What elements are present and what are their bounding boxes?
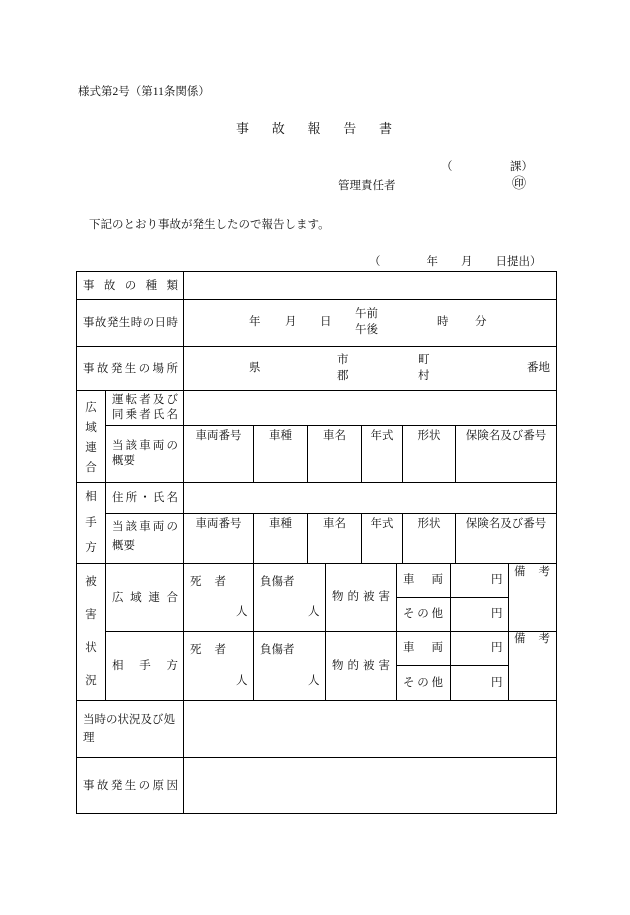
label-character: 氏 [152, 492, 165, 504]
label-character: 両 [431, 642, 443, 654]
label-character: の [138, 362, 151, 375]
union-side-group-cell [76, 390, 106, 483]
label-character: 時 [130, 317, 143, 329]
accident-type-label-cell [76, 271, 184, 300]
damage-union-vehicle-cell [396, 563, 451, 598]
label-character: 考 [538, 633, 550, 645]
other-vehicle-number-cell: 車両番号 [183, 513, 254, 564]
deaths-label [190, 643, 226, 657]
other-vehicle-shape-cell: 形状 [402, 513, 456, 564]
label-character: 的 [347, 591, 359, 603]
am-option: 午前 [355, 308, 378, 320]
label-character: 者 [139, 394, 151, 406]
label-character: 当 [112, 440, 124, 452]
occurred-at-label [83, 316, 178, 330]
label-character: 故 [96, 779, 109, 792]
damage-union-label-cell [105, 563, 184, 632]
label-character: 被 [363, 660, 375, 672]
label-character: 報 [307, 121, 321, 136]
other-vehicle-insurance-cell: 保険名及び番号 [455, 513, 557, 564]
label-character: 合 [166, 591, 178, 604]
label-character: 連 [148, 591, 160, 604]
location-label [83, 362, 178, 376]
label-character: 広 [85, 402, 97, 414]
damage-union-deaths-cell [183, 563, 254, 632]
union-vehicle-year-cell: 年式 [361, 425, 403, 483]
submission-date: （ 年 月 日提出） [369, 256, 542, 268]
label-character: び [166, 394, 178, 406]
other-vehicle-label-line1 [112, 518, 178, 537]
label-character: 生 [124, 779, 137, 792]
label-character: 発 [106, 317, 119, 329]
cause-label [83, 779, 178, 793]
label-character: 同 [112, 409, 124, 421]
remarks-label [514, 565, 550, 579]
label-character: 書 [378, 121, 392, 136]
label-character: の [166, 521, 178, 533]
label-character: 事 [236, 121, 250, 136]
label-character: 車 [403, 642, 415, 654]
minute-unit: 分 [475, 316, 487, 328]
damage-other-injured-cell [253, 631, 326, 701]
other-side-label [77, 490, 105, 555]
label-character: 者 [214, 644, 226, 656]
label-character: 両 [152, 521, 165, 533]
damage-group-cell [76, 563, 106, 701]
label-character: 備 [514, 633, 526, 645]
label-character: 該 [125, 440, 138, 452]
label-character: 域 [85, 422, 97, 434]
damage-other-remarks-cell [508, 631, 557, 701]
label-character: 相 [85, 491, 97, 503]
label-character: 名 [166, 409, 178, 421]
label-character: 氏 [152, 409, 165, 421]
village-unit: 村 [418, 370, 430, 382]
damage-union-remarks-cell [508, 563, 557, 632]
property-damage-label [332, 659, 390, 673]
vehicle-damage-label [403, 641, 443, 655]
label-character: 相 [112, 660, 124, 672]
yen-unit: 円 [491, 642, 503, 654]
label-character: 死 [190, 644, 202, 656]
union-persons-value-cell [183, 390, 557, 426]
damage-union-other-cell [396, 597, 451, 632]
other-vehicle-label-line2: 概要 [112, 540, 135, 552]
label-character: 名 [166, 492, 178, 504]
label-character: 事 [83, 779, 95, 792]
union-persons-label-line1 [112, 393, 178, 408]
label-character: 他 [431, 608, 443, 620]
other-persons-value-cell [183, 482, 557, 514]
label-character: 故 [94, 317, 107, 329]
label-character: 者 [139, 409, 151, 421]
remarks-label [514, 632, 550, 646]
damage-other-label-cell [105, 631, 184, 701]
label-character: 故 [271, 121, 285, 136]
label-character: 故 [103, 279, 116, 292]
hour-unit: 時 [437, 316, 449, 328]
county-unit: 郡 [337, 370, 349, 382]
damage-union-injured-cell [253, 563, 326, 632]
label-character: 事 [83, 362, 95, 375]
label-character: 告 [343, 121, 357, 136]
damage-other-vehicle-cell [396, 631, 451, 666]
label-character: 故 [96, 362, 109, 375]
union-vehicle-name-cell: 車名 [307, 425, 362, 483]
label-character: 場 [152, 362, 165, 375]
person-unit: 人 [236, 675, 248, 687]
union-persons-label-line2 [112, 408, 178, 423]
yen-unit: 円 [491, 608, 503, 620]
union-vehicle-insurance-cell: 保険名及び番号 [455, 425, 557, 483]
damage-other-vehicle-amount-cell [450, 631, 509, 666]
town-unit: 町 [418, 354, 430, 366]
label-character: 考 [538, 566, 550, 578]
city-unit: 市 [337, 354, 349, 366]
label-character: の [124, 279, 137, 292]
label-character: 種 [145, 279, 158, 292]
label-character: 手 [139, 660, 151, 672]
label-character: 生 [124, 362, 137, 375]
label-character: ・ [139, 492, 151, 504]
label-character: 物 [332, 591, 344, 603]
damage-union-label [112, 591, 178, 605]
other-damage-label [403, 607, 443, 621]
prefecture-unit: 県 [249, 362, 261, 374]
person-unit: 人 [308, 606, 320, 618]
location-value-cell [183, 346, 557, 391]
label-character: 日 [154, 317, 167, 329]
damage-union-vehicle-amount-cell [450, 563, 509, 598]
pm-option: 午後 [355, 324, 378, 336]
label-character: 域 [130, 591, 142, 604]
label-character: 当 [112, 521, 124, 533]
label-character: 死 [190, 576, 202, 588]
union-side-label [77, 401, 105, 475]
label-character: そ [403, 677, 415, 689]
label-character: 運 [112, 394, 124, 406]
other-vehicle-type-cell: 車種 [253, 513, 308, 564]
deaths-label [190, 575, 226, 589]
label-character: 車 [403, 574, 415, 586]
report-statement: 下記のとおり事故が発生したので報告します。 [89, 219, 330, 231]
label-character: 被 [363, 591, 375, 603]
label-character: 広 [112, 591, 124, 604]
label-character: 者 [214, 576, 226, 588]
label-character: 害 [378, 591, 390, 603]
label-character: 両 [152, 440, 165, 452]
other-vehicle-label-cell [105, 513, 184, 564]
label-character: 事 [83, 317, 95, 329]
union-vehicle-label-cell [105, 425, 184, 483]
property-damage-label [332, 590, 390, 604]
union-vehicle-number-cell: 車両番号 [183, 425, 254, 483]
union-vehicle-label-line2: 概要 [112, 455, 135, 467]
label-character: 該 [125, 521, 138, 533]
label-character: の [142, 317, 155, 329]
label-character: 所 [166, 362, 178, 375]
label-character: 発 [110, 362, 123, 375]
label-character: 合 [85, 462, 97, 474]
manager-label: 管理責任者 [338, 180, 396, 192]
other-vehicle-year-cell: 年式 [361, 513, 403, 564]
cause-value-cell [183, 757, 557, 814]
person-unit: 人 [236, 606, 248, 618]
union-vehicle-type-cell: 車種 [253, 425, 308, 483]
accident-type-label [83, 279, 178, 293]
occurred-at-value-cell [183, 299, 557, 347]
label-character: 所 [125, 492, 138, 504]
address-number-unit: 番地 [527, 362, 550, 374]
union-persons-label-cell [105, 390, 184, 426]
label-character: の [138, 779, 151, 792]
damage-other-deaths-cell [183, 631, 254, 701]
label-character: の [166, 440, 178, 452]
vehicle-damage-label [403, 573, 443, 587]
damage-label [77, 575, 105, 688]
label-character: 連 [85, 442, 97, 454]
other-persons-label [112, 491, 178, 505]
label-character: 害 [378, 660, 390, 672]
label-character: 的 [347, 660, 359, 672]
label-character: 被 [85, 576, 97, 588]
other-vehicle-name-cell: 車名 [307, 513, 362, 564]
label-character: 両 [431, 574, 443, 586]
other-damage-label [403, 676, 443, 690]
label-character: 状 [85, 642, 97, 654]
label-character: 害 [85, 609, 97, 621]
location-label-cell [76, 346, 184, 391]
cause-label-cell [76, 757, 184, 814]
occurred-at-label-cell [76, 299, 184, 347]
label-character: 時 [166, 317, 178, 329]
label-character: 原 [152, 779, 165, 792]
label-character: 及 [152, 394, 165, 406]
damage-union-other-amount-cell [450, 597, 509, 632]
yen-unit: 円 [491, 677, 503, 689]
damage-other-label [112, 659, 178, 673]
label-character: 類 [166, 279, 178, 292]
label-character: 物 [332, 660, 344, 672]
label-character: 車 [139, 521, 151, 533]
damage-other-property-cell [325, 631, 397, 701]
accident-type-value-cell [183, 271, 557, 300]
damage-other-other-cell [396, 665, 451, 701]
month-unit: 月 [285, 316, 297, 328]
department-field: （ 課） [441, 161, 533, 173]
situation-label-cell [76, 700, 184, 758]
union-vehicle-label-line1 [112, 439, 178, 454]
yen-unit: 円 [491, 574, 503, 586]
situation-label: 当時の状況及び処理 [83, 714, 175, 744]
situation-value-cell [183, 700, 557, 758]
damage-union-property-cell [325, 563, 397, 632]
damage-other-other-amount-cell [450, 665, 509, 701]
label-character: 他 [431, 677, 443, 689]
label-character: 方 [166, 660, 178, 672]
label-character: 備 [514, 566, 526, 578]
label-character: 事 [83, 279, 95, 292]
other-side-group-cell [76, 482, 106, 564]
label-character: の [417, 608, 429, 620]
label-character: 転 [125, 394, 138, 406]
other-persons-label-cell [105, 482, 184, 514]
label-character: 乗 [125, 409, 138, 421]
label-character: 況 [85, 675, 97, 687]
label-character: 住 [112, 492, 124, 504]
injured-label: 負傷者 [260, 644, 295, 656]
day-unit: 日 [320, 316, 332, 328]
year-unit: 年 [249, 316, 261, 328]
label-character: 車 [139, 440, 151, 452]
label-character: 発 [110, 779, 123, 792]
label-character: の [417, 677, 429, 689]
label-character: 生 [118, 317, 131, 329]
seal-icon: ㊞ [512, 177, 526, 192]
injured-label: 負傷者 [260, 576, 295, 588]
form-number: 様式第2号（第11条関係） [78, 86, 210, 98]
union-vehicle-shape-cell: 形状 [402, 425, 456, 483]
label-character: 方 [85, 542, 97, 554]
label-character: そ [403, 608, 415, 620]
label-character: 手 [85, 516, 97, 529]
document-title [236, 122, 392, 136]
label-character: 因 [166, 779, 178, 792]
person-unit: 人 [308, 675, 320, 687]
